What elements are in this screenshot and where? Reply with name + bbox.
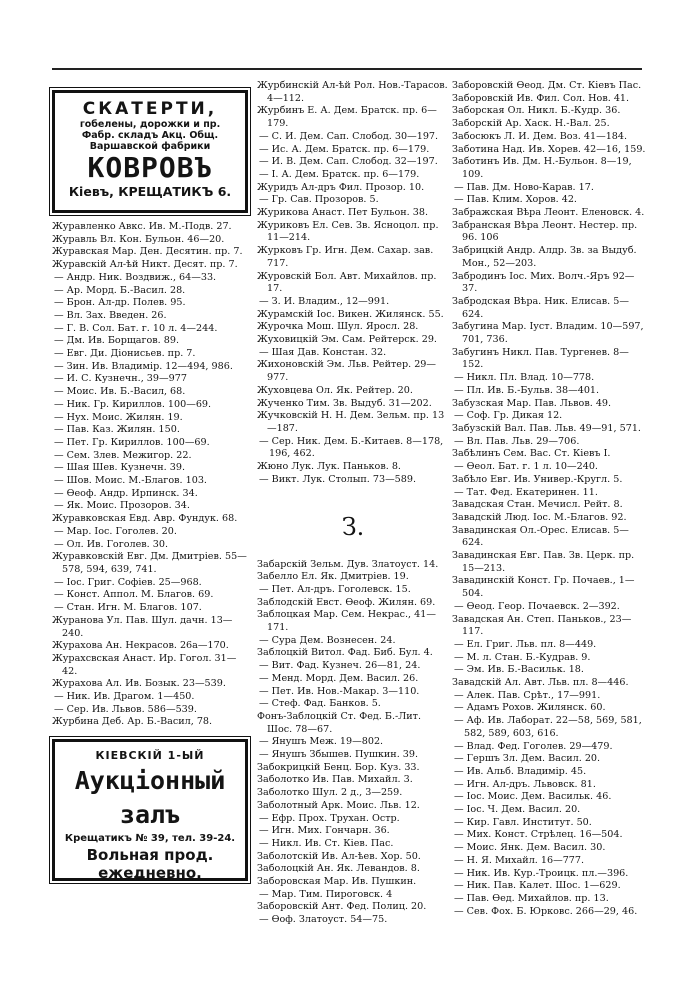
ad-line-2: гобелены, дорожки и пр. [79,119,221,130]
directory-entry: Журикова Анаст. Пет Бульон. 38. [257,207,429,219]
directory-entry: — Гершъ Зл. Дем. Васил. 20. [454,753,601,765]
directory-entry: — Ник. Гр. Кириллов. 100—69. [54,398,212,410]
directory-entry: — И. В. Дем. Сап. Слобод. 32—197. [259,156,438,168]
directory-entry: Журбина Деб. Ар. Б.-Васил, 78. [52,716,213,728]
carpets-advertisement [52,90,248,213]
directory-entry: Забродинъ Іос. Мих. Волч.-Яръ 92—37. [452,270,635,295]
directory-entry: Жуховицкій Эм. Сам. Рейтерск. 29. [257,334,437,346]
directory-entry: — Аф. Ив. Лаборат. 22—58, 569, 581, 582, 589, 603, 616. [454,715,642,739]
directory-entry: Забугинъ Никл. Пав. Тургенев. 8—152. [452,346,629,371]
directory-entry: — Мих. Конст. Стрѣлец. 16—504. [454,829,623,841]
directory-entry: — Брон. Ал-др. Полев. 95. [54,297,186,309]
directory-entry: — Ефр. Прох. Трухан. Остр. [259,812,400,824]
directory-entry: — Мар. Іос. Гоголев. 20. [54,525,177,537]
directory-entry: — Ис. А. Дем. Братск. пр. 6—179. [259,143,430,155]
directory-entry: — И. С. Кузнечн., 39—977 [54,373,187,385]
directory-entry: Завадская Стан. Мечисл. Рейт. 8. [452,499,623,511]
directory-list-2b [257,559,449,927]
directory-entry: — С. И. Дем. Сап. Слобод. 30—197. [259,130,439,142]
directory-entry: Заборовскій Өеод. Дм. Ст. Кіевъ Пас. [452,80,642,91]
directory-entry: Журавленко Авкс. Ив. М.-Подв. 27. [52,221,232,232]
directory-entry: Забѣлинъ Сем. Вас. Ст. Кіевъ I. [452,448,611,460]
directory-entry: Завадинскій Конст. Гр. Почаев., 1—504. [452,575,635,600]
ad-line-5: Кіевъ, КРЕЩАТИКЪ 6. [68,184,232,199]
directory-entry: — Як. Моис. Прозоров. 34. [54,500,190,512]
directory-entry: Завадскій Ал. Авт. Льв. пл. 8—446. [452,677,629,689]
directory-entry: — Пет. Гр. Кириллов. 100—69. [54,436,210,448]
directory-entry: — Сура Дем. Вознесен. 24. [259,634,396,646]
directory-entry: — Өеоф. Андр. Ирпинск. 34. [54,487,198,499]
directory-entry: — Пав. Каз. Жилян. 150. [54,424,180,436]
directory-entry: — Янушъ Меж. 19—802. [259,736,384,748]
directory-entry: — Дм. Ив. Борщагов. 89. [54,335,180,347]
directory-entry: — Стан. Игн. М. Благов. 107. [54,602,202,614]
directory-entry: Журахсвская Анаст. Ир. Гогол. 31—42. [52,652,237,677]
directory-entry: Заблодскій Евст. Өеоф. Жилян. 69. [257,596,436,608]
directory-entry: Забузскій Вал. Пав. Льв. 49—91, 571. [452,422,641,434]
directory-entry: — Никл. Пл. Влад. 10—778. [454,372,595,384]
directory-entry: — Игн. Мих. Гончарн. 36. [259,825,390,837]
directory-entry: Заботинъ Ив. Дм. Н.-Бульон. 8—19, 109. [452,156,632,180]
directory-entry: Заборовскій Ив. Фил. Сол. Нов. 41. [452,92,630,104]
directory-entry: Журахова Ан. Некрасов. 26а—170. [52,640,229,652]
directory-entry: Забелло Ел. Як. Дмитріев. 19. [257,571,409,583]
directory-entry: — Андр. Ник. Воздвиж., 64—33. [54,271,217,283]
directory-entry: — Сер. Ив. Львов. 586—539. [54,703,197,715]
directory-entry: Заборскій Ар. Хаск. Н.-Вал. 25. [452,118,610,130]
directory-entry: — Ник. Пав. Калет. Шос. 1—629. [454,880,621,892]
directory-entry: Забрицкій Андр. Алдр. Зв. за Выдуб. Мон., 52—203. [452,245,637,269]
directory-entry: — Евг. Ди. Діонисьев. пр. 7. [54,348,196,360]
directory-entry: Журавль Вл. Кон. Бульон. 46—20. [52,233,225,245]
directory-entry: Журиковъ Ел. Сев. Зв. Ясноцол. пр. 11—214. [257,219,439,244]
directory-entry: — Вит. Фад. Кузнеч. 26—81, 24. [259,660,421,672]
directory-entry: — Вл. Зах. Введен. 26. [54,309,167,321]
directory-entry: Журбинъ Е. А. Дем. Братск. пр. 6—179. [257,105,437,130]
directory-entry: — Ел. Григ. Льв. пл. 8—449. [454,638,597,650]
directory-entry: — Кир. Гавл. Институт. 50. [454,816,592,828]
directory-entry: — Н. Я. Михайл. 16—777. [454,854,585,866]
directory-entry: — Өоф. Златоуст. 54—75. [259,914,388,926]
directory-entry: Журавскій Ал-ѣй Никт. Десят. пр. 7. [52,259,238,271]
directory-entry: — Іос. Моис. Дем. Васильк. 46. [454,791,612,803]
directory-entry: Журавковская Евд. Авр. Фундук. 68. [52,513,238,525]
directory-entry: Журовскій Бол. Авт. Михайлов. пр. 17. [257,270,437,295]
directory-entry: Завадинская Евг. Пав. Зв. Церк. пр. 15—213. [452,550,635,574]
directory-entry: — І. А. Дем. Братск. пр. 6—179. [259,168,420,180]
directory-entry: — Стеф. Фад. Банков. 5. [259,698,381,710]
directory-entry: — Сев. Фох. Б. Юрковс. 266—29, 46. [454,905,638,917]
ad-line-4: Вольная прод. ежедневно. [86,846,214,883]
ad-line-1: СКАТЕРТИ, [82,99,218,119]
directory-entry: — З. И. Владим., 12—991. [259,295,390,307]
section-letter: З. [341,512,365,541]
directory-entry: Журамскій Іос. Викен. Жилянск. 55. [257,308,444,320]
directory-entry: Забарскій Зельм. Дув. Златоуст. 14. [257,558,439,570]
directory-entry: — Эм. Ив. Б.-Васильк. 18. [454,664,584,676]
directory-entry: — Зин. Ив. Владимір. 12—494, 986. [54,360,233,372]
directory-entry: — Ник. Ив. Кур.-Троицк. пл.—396. [454,867,629,879]
directory-entry: — Тат. Фед. Екатеринен. 11. [454,486,598,498]
directory-entry: Заборская Ол. Никл. Б.-Кудр. 36. [452,105,621,117]
directory-entry: Забражская Вѣра Леонт. Еленовск. 4. [452,207,645,219]
directory-entry: — Влад. Фед. Гоголев. 29—479. [454,740,613,752]
directory-entry: — Шая Дав. Констан. 32. [259,346,387,358]
directory-entry: — Конст. Аппол. М. Благов. 69. [54,589,214,601]
directory-entry: Завадскій Люд. Іос. М.-Благов. 92. [452,511,627,523]
directory-entry: — Шов. Моис. М.-Благов. 103. [54,475,207,487]
directory-entry: — Викт. Лук. Столып. 73—589. [259,473,417,485]
ad-line-2: Аукціонный залъ [74,766,226,830]
directory-entry: Журковъ Гр. Игн. Дем. Сахар. зав. 717. [257,245,434,269]
directory-entry: — Өеод. Геор. Почаевск. 2—392. [454,600,620,612]
directory-entry: Жучковскій Н. Н. Дем. Зельм. пр. 13—187. [257,410,445,434]
directory-entry: — Пав. Клим. Хоров. 42. [454,194,577,206]
directory-entry: — Сем. Злев. Межигор. 22. [54,449,192,461]
directory-entry: — Ар. Морд. Б.-Васил. 28. [54,284,186,296]
directory-entry: — Нух. Моис. Жилян. 19. [54,411,183,423]
directory-entry: — М. л. Стан. Б.-Кудрав. 9. [454,651,591,663]
directory-entry: — Адамъ Рохов. Жилянск. 60. [454,702,606,714]
directory-entry: Журанова Ул. Пав. Шул. дачн. 13—240. [52,614,233,639]
directory-entry: — Ник. Ив. Драгом. 1—450. [54,691,195,703]
directory-entry: Заботина Над. Ив. Хорев. 42—16, 159. [452,143,646,155]
directory-entry: — Г. В. Сол. Бат. г. 10 л. 4—244. [54,322,218,334]
directory-entry: — Шая Шев. Кузнечн. 39. [54,462,186,474]
directory-entry: Журавковскій Евг. Дм. Дмитріев. 55—578, 594, 639, 741. [52,551,247,575]
directory-entry: Заблоцкій Витол. Фад. Биб. Бул. 4. [257,647,433,659]
directory-entry: — Ив. Альб. Владимір. 45. [454,765,587,777]
directory-entry: — Мар. Тим. Пироговск. 4 [259,888,393,900]
directory-list-2a [257,80,449,487]
ad-line-1: КІЕВСКІЙ 1-ЫЙ [95,749,205,763]
directory-entry: — Никл. Ив. Ст. Кіев. Пас. [259,837,394,849]
directory-entry: — Янушъ Збышев. Пушкин. 39. [259,749,419,761]
directory-entry: — Пет. Ал-дръ. Гоголевск. 15. [259,583,411,595]
directory-entry: — Пет. Ив. Нов.-Макар. 3—110. [259,685,420,697]
directory-entry: Забокрицкій Бенц. Бор. Куз. 33. [257,761,420,773]
directory-list-3 [452,80,648,918]
directory-entry: Жихоновскій Эм. Льв. Рейтер. 29—977. [257,359,436,384]
directory-entry: Забранская Вѣра Леонт. Нестер. пр. 96. 106 [452,219,638,244]
directory-entry: Забѣло Евг. Ив. Универ.-Кругл. 5. [452,473,623,485]
directory-entry: — Моис. Ив. Б.-Васил, 68. [54,386,186,398]
directory-entry: Журочка Мош. Шул. Яросл. 28. [257,321,419,333]
directory-entry: Забосюкъ Л. И. Дем. Воз. 41—184. [452,130,628,142]
ad-line-4: КОВРОВЪ [87,151,213,184]
directory-entry: Жюно Лук. Лук. Паньков. 8. [257,461,401,473]
directory-entry: Журавская Мар. Ден. Десятин. пр. 7. [52,246,243,258]
directory-entry: — Өеол. Бат. г. 1 л. 10—240. [454,461,598,473]
directory-entry: — Вл. Пав. Льв. 29—706. [454,435,580,447]
column-2 [257,80,449,927]
directory-entry: Жученко Тим. Зв. Выдуб. 31—202. [257,397,432,409]
directory-entry: Фонъ-Заблоцкій Ст. Фед. Б.-Лит. Шос. 78—67. [257,710,421,735]
directory-entry: — Пав. Дм. Ново-Карав. 17. [454,181,594,193]
directory-list-1 [52,221,248,729]
ad-line-3: Крещатикъ № 39, тел. 39-24. [64,833,236,845]
directory-entry: Журахова Ал. Ив. Бозык. 23—539. [52,678,226,690]
directory-entry: — Іос. Григ. Софіев. 25—968. [54,576,202,588]
top-rule [52,68,642,70]
directory-entry: Жуховцева Ол. Як. Рейтер. 20. [257,384,413,396]
directory-entry: Заблоцкая Мар. Сем. Некрас., 41—171. [257,609,436,634]
directory-entry: Журидъ Ал-дръ Фил. Прозор. 10. [257,181,425,193]
directory-entry: Заболотный Арк. Моис. Льв. 12. [257,799,420,811]
directory-entry: — Пл. Ив. Б.-Бульв. 38—401. [454,384,600,396]
directory-entry: Заборовскій Ант. Фед. Полиц. 20. [257,901,427,913]
directory-entry: Заболотко Шул. 2 д., 3—259. [257,787,403,799]
auction-advertisement [52,739,248,881]
column-3 [452,80,648,918]
directory-entry: — Гр. Сав. Прозоров. 5. [259,194,379,206]
column-1 [52,80,248,889]
directory-entry: Забузская Мар. Пав. Львов. 49. [452,397,612,409]
directory-entry: — Пав. Өед. Михайлов. пр. 13. [454,893,609,904]
directory-entry: Заболотскій Ив. Ал-ѣев. Хор. 50. [257,850,421,862]
directory-entry: — Сер. Ник. Дем. Б.-Китаев. 8—178, 196, 462. [259,435,444,460]
directory-entry: — Игн. Ал-дръ. Львовск. 81. [454,778,596,790]
directory-entry: — Алек. Пав. Срѣт., 17—991. [454,689,601,701]
directory-entry: Завадинская Ол.-Орес. Елисав. 5—624. [452,524,629,549]
directory-entry: — Ол. Ив. Гоголев. 30. [54,538,169,550]
directory-entry: — Іос. Ч. Дем. Васил. 20. [454,804,581,816]
directory-entry: — Менд. Морд. Дем. Васил. 26. [259,672,419,684]
directory-entry: Забугина Мар. Іуст. Владим. 10—597, 701, 736. [452,321,644,346]
directory-entry: — Моис. Янк. Дем. Васил. 30. [454,842,606,854]
directory-entry: Забродская Вѣра. Ник. Елисав. 5—624. [452,295,629,320]
directory-entry: Завадская Ан. Степ. Паньков., 23—117. [452,613,632,638]
directory-entry: — Соф. Гр. Дикая 12. [454,410,563,422]
ad-line-3: Фабр. складъ Акц. Общ. Варшавской фабрики [81,130,219,152]
directory-entry: Журбинскій Ал-ѣй Рол. Нов.-Тарасов. 4—112. [257,80,448,104]
directory-entry: Заборовская Мар. Ив. Пушкин. [257,876,417,888]
directory-entry: Заболотко Ив. Пав. Михайл. 3. [257,774,413,786]
directory-entry: Заболоцкій Ан. Як. Левандов. 8. [257,863,420,875]
